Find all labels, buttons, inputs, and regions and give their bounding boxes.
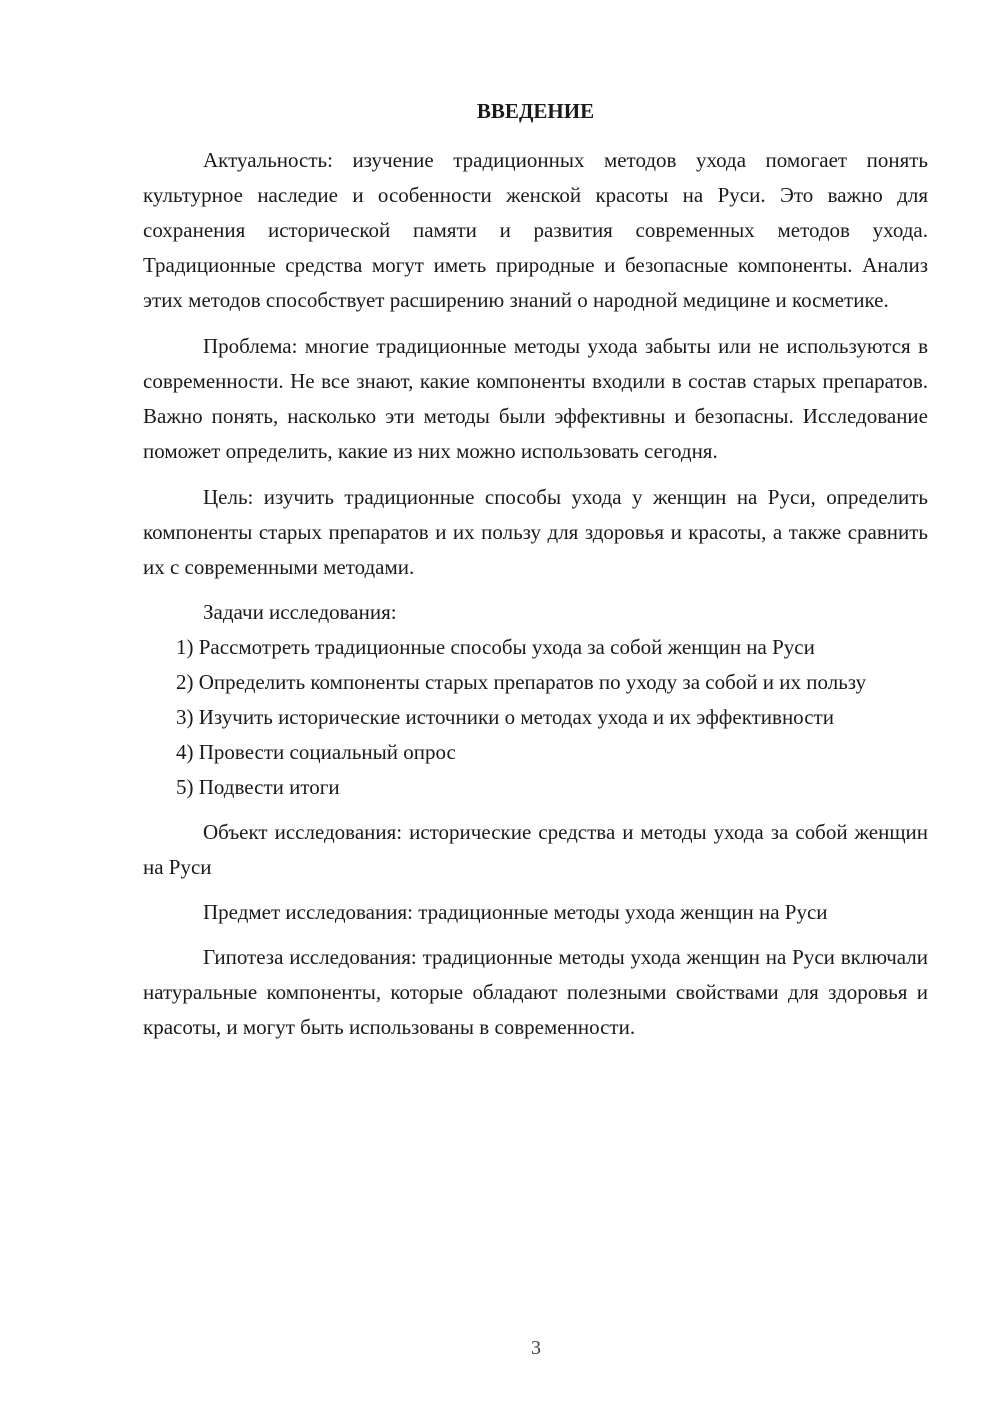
paragraph-relevance: Актуальность: изучение традиционных методов ухода помогает понять культурное наследие и особенности женской красоты на Руси. Это важно для сохранения исторической памяти и развития современных методов ухода. Традиционные средства могут иметь природные и безопасные компоненты. Анализ этих методов способствует расширению знаний о народной медицине и косметике. [143,148,928,312]
paragraph-object: Объект исследования: исторические средства и методы ухода за собой женщин на Руси [143,820,928,879]
document-body [143,143,928,1045]
task-item: 5) Подвести итоги [176,775,340,799]
task-item: 1) Рассмотреть традиционные способы ухода за собой женщин на Руси [176,635,815,659]
tasks-heading: Задачи исследования: [203,600,397,624]
paragraph-hypothesis: Гипотеза исследования: традиционные методы ухода женщин на Руси включали натуральные компоненты, которые обладают полезными свойствами для здоровья и красоты, и могут быть использованы в современности. [143,945,928,1039]
paragraph-subject: Предмет исследования: традиционные методы ухода женщин на Руси [203,900,828,924]
page-title: ВВЕДЕНИЕ [476,99,595,123]
task-item: 4) Провести социальный опрос [176,740,456,764]
page-number: 3 [531,1337,541,1359]
task-item: 3) Изучить исторические источники о методах ухода и их эффективности [176,705,834,729]
paragraph-problem: Проблема: многие традиционные методы ухода забыты или не используются в современности. Не все знают, какие компоненты входили в состав старых препаратов. Важно понять, насколько эти методы были эффективны и безопасны. Исследование поможет определить, какие из них можно использовать сегодня. [143,334,928,463]
paragraph-goal: Цель: изучить традиционные способы ухода у женщин на Руси, определить компоненты старых препаратов и их пользу для здоровья и красоты, а также сравнить их с современными методами. [143,485,928,579]
task-item: 2) Определить компоненты старых препаратов по уходу за собой и их пользу [176,670,867,694]
